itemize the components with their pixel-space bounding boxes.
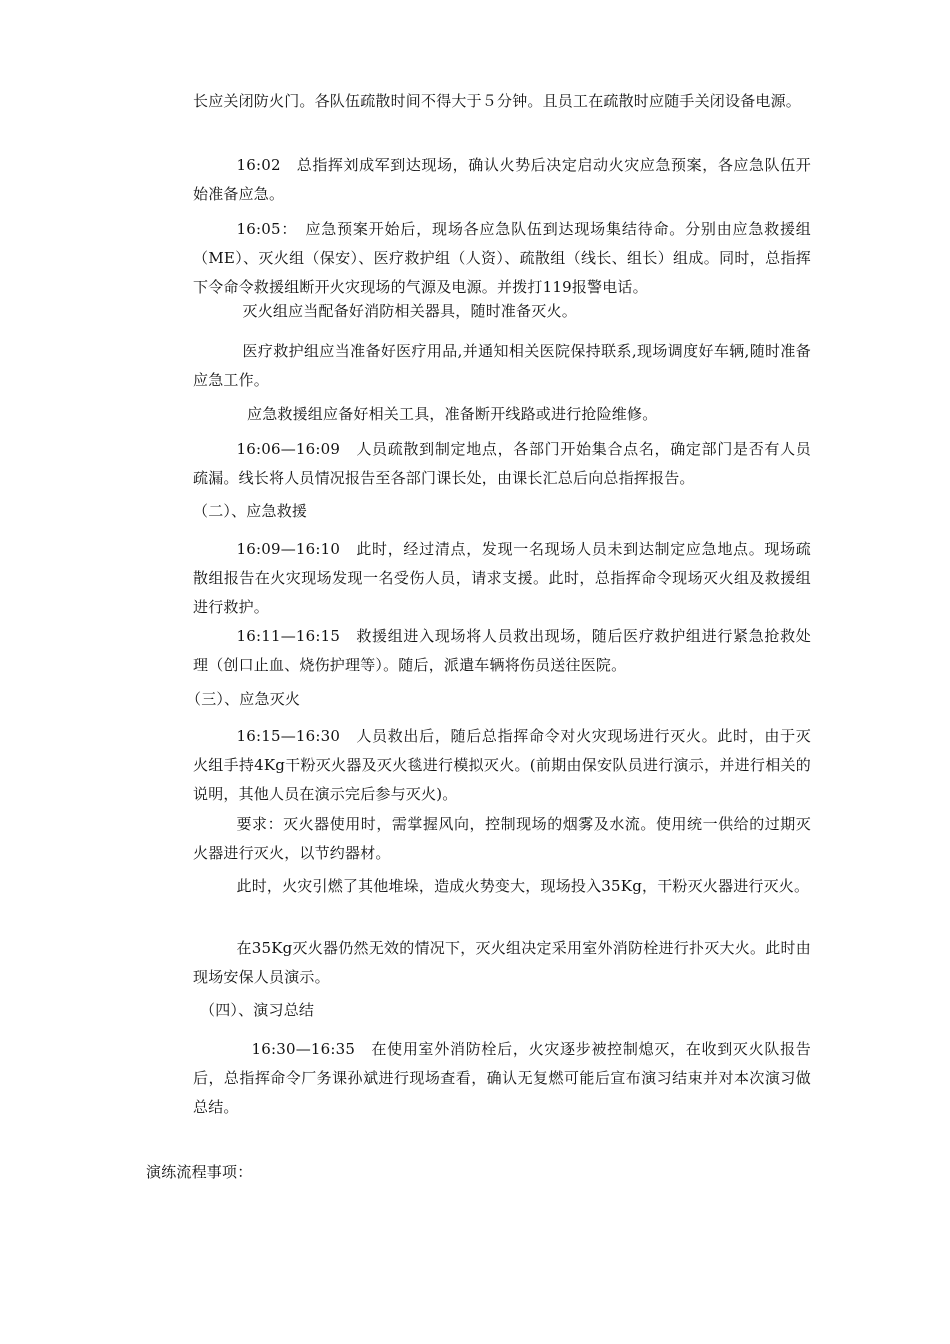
drill-procedure-heading: 演练流程事项： xyxy=(146,1163,253,1181)
paragraph-1605: 16:05： 应急预案开始后，现场各应急队伍到达现场集结待命。分别由应急救援组（ME）、灭火组（保安）、医疗救护组（人资）、疏散组（线长、组长）组成。同时，总指挥下令命令救援组断开火灾现场的气源及电源。并拨打119报警电话。 xyxy=(193,220,811,296)
paragraph-1609: 16:09—16:10 此时，经过清点，发现一名现场人员未到达制定应急地点。现场疏散组报告在火灾现场发现一名受伤人员，请求支援。此时，总指挥命令现场灭火组及救援组进行救护。 xyxy=(193,540,811,616)
section-heading-summary: （四）、演习总结 xyxy=(200,1001,315,1019)
paragraph-evacuation-end: 长应关闭防火门。各队伍疏散时间不得大于５分钟。且员工在疏散时应随手关闭设备电源。 xyxy=(193,92,802,110)
paragraph-1611: 16:11—16:15 救援组进入现场将人员救出现场，随后医疗救护组进行紧急抢救处理（创口止血、烧伤护理等）。随后，派遣车辆将伤员送往医院。 xyxy=(193,627,811,674)
paragraph-medical-team: 医疗救护组应当准备好医疗用品,并通知相关医院保持联系,现场调度好车辆,随时准备应急工作。 xyxy=(193,342,811,389)
paragraph-1615: 16:15—16:30 人员救出后，随后总指挥命令对火灾现场进行灭火。此时，由于灭火组手持4Kg干粉灭火器及灭火毯进行模拟灭火。(前期由保安队员进行演示，并进行相关的说明，其他人员在演示完后参与灭火)。 xyxy=(193,727,811,803)
paragraph-fire-team: 灭火组应当配备好消防相关器具，随时准备灭火。 xyxy=(242,302,577,320)
paragraph-requirements: 要求：灭火器使用时，需掌握风向，控制现场的烟雾及水流。使用统一供给的过期灭火器进行灭火，以节约器材。 xyxy=(193,815,811,862)
paragraph-hydrant: 在35Kg灭火器仍然无效的情况下，灭火组决定采用室外消防栓进行扑灭大火。此时由现场安保人员演示。 xyxy=(193,939,811,986)
paragraph-rescue-team: 应急救援组应备好相关工具，准备断开线路或进行抢险维修。 xyxy=(247,405,658,423)
paragraph-1606: 16:06—16:09 人员疏散到制定地点，各部门开始集合点名，确定部门是否有人员疏漏。线长将人员情况报告至各部门课长处，由课长汇总后向总指挥报告。 xyxy=(193,440,811,487)
paragraph-1602: 16:02 总指挥刘成军到达现场，确认火势后决定启动火灾应急预案，各应急队伍开始准备应急。 xyxy=(193,156,811,203)
paragraph-1630: 16:30—16:35 在使用室外消防栓后，火灾逐步被控制熄灭，在收到灭火队报告后，总指挥命令厂务课孙斌进行现场查看，确认无复燃可能后宣布演习结束并对本次演习做总结。 xyxy=(193,1040,811,1116)
section-heading-rescue: （二）、应急救援 xyxy=(193,502,308,520)
paragraph-fire-spread: 此时，火灾引燃了其他堆垛，造成火势变大，现场投入35Kg，干粉灭火器进行灭火。 xyxy=(236,877,810,895)
section-heading-firefighting: （三）、应急灭火 xyxy=(186,690,301,708)
